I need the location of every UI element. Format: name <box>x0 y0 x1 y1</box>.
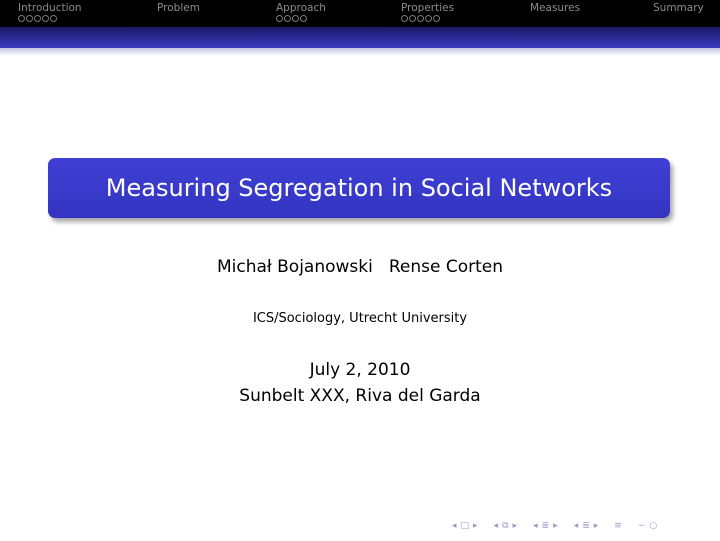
search-icon[interactable]: ∽ <box>637 521 646 531</box>
nav-label[interactable]: Measures <box>530 2 581 14</box>
nav-dots <box>401 15 454 22</box>
nav-label[interactable]: Properties <box>401 2 455 14</box>
authors <box>0 257 720 277</box>
nav-label[interactable]: Problem <box>157 2 200 14</box>
presentation-venue: Sunbelt XXX, Riva del Garda <box>239 386 481 406</box>
presentation-title: Measuring Segregation in Social Networks <box>105 174 613 202</box>
slide-dot[interactable] <box>34 15 41 22</box>
presentation-icon[interactable]: ≣ <box>582 521 590 531</box>
presentation-prev-icon[interactable]: ◂ <box>573 521 579 531</box>
navigation-bar <box>0 0 720 27</box>
nav-dots <box>276 15 326 22</box>
section-prev-icon[interactable]: ◂ <box>533 521 538 531</box>
appendix-icon[interactable]: ≡ <box>614 521 622 531</box>
nav-section-measures[interactable] <box>530 2 580 14</box>
slide-dot[interactable] <box>292 15 299 22</box>
slide-dot[interactable] <box>18 15 25 22</box>
slide-dot[interactable] <box>425 15 432 22</box>
slide-dot[interactable] <box>401 15 408 22</box>
nav-section-summary[interactable] <box>653 2 704 14</box>
institute: ICS/Sociology, Utrecht University <box>252 311 468 326</box>
subsection-prev-icon[interactable]: ◂ <box>493 521 499 531</box>
slide-dot[interactable] <box>26 15 33 22</box>
title-block <box>48 158 670 218</box>
nav-section-approach[interactable] <box>276 2 326 22</box>
frame-icon[interactable]: □ <box>460 521 470 531</box>
author-name: Michał Bojanowski <box>216 257 373 277</box>
subsection-next-icon[interactable]: ▸ <box>512 521 518 531</box>
presentation-next-icon[interactable]: ▸ <box>593 521 599 531</box>
header-band <box>0 27 720 48</box>
nav-label[interactable]: Summary <box>653 2 704 14</box>
frame-next-icon[interactable]: ▸ <box>473 521 478 531</box>
zoom-icon[interactable]: ○ <box>649 521 658 531</box>
nav-dots <box>18 15 82 22</box>
frame-prev-icon[interactable]: ◂ <box>452 521 457 531</box>
nav-section-properties[interactable] <box>401 2 454 22</box>
section-next-icon[interactable]: ▸ <box>553 521 558 531</box>
author-name: Rense Corten <box>388 257 504 277</box>
subsection-icon[interactable]: ⧉ <box>502 521 509 531</box>
presentation-date: July 2, 2010 <box>309 360 411 380</box>
nav-section-problem[interactable] <box>157 2 200 14</box>
header-band-shadow <box>0 48 720 56</box>
slide-dot[interactable] <box>433 15 440 22</box>
nav-label[interactable]: Approach <box>276 2 326 14</box>
slide-dot[interactable] <box>42 15 49 22</box>
slide-dot[interactable] <box>409 15 416 22</box>
beamer-navigation-symbols <box>452 521 657 531</box>
nav-section-introduction[interactable] <box>18 2 82 22</box>
section-icon[interactable]: ≣ <box>541 521 550 531</box>
slide-dot[interactable] <box>417 15 424 22</box>
nav-label[interactable]: Introduction <box>18 2 82 14</box>
slide-dot[interactable] <box>50 15 57 22</box>
slide-dot[interactable] <box>300 15 307 22</box>
slide-dot[interactable] <box>284 15 291 22</box>
slide-dot[interactable] <box>276 15 283 22</box>
